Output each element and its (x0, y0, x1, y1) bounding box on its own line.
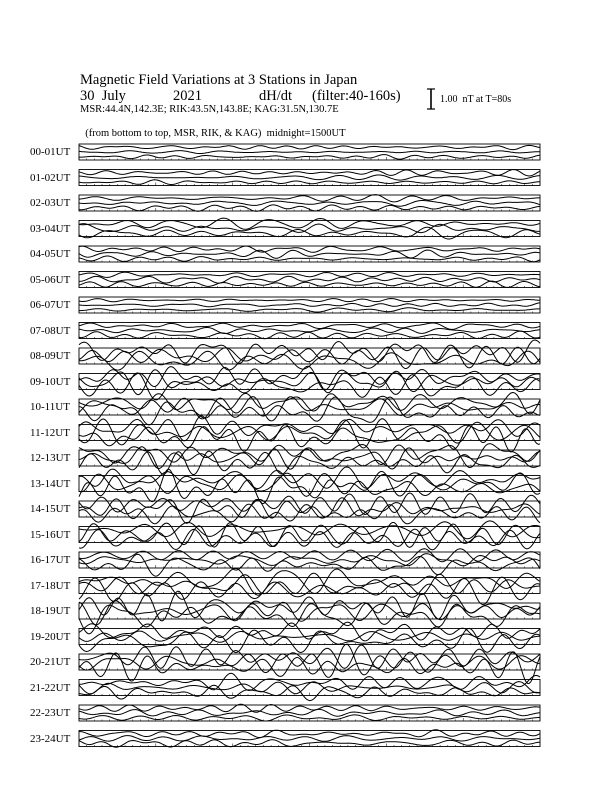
hour-panel-17-18UT (79, 568, 540, 604)
hour-panel-05-06UT (79, 272, 540, 288)
trace-KAG-00-01UT (79, 145, 540, 149)
trace-KAG-11-12UT (79, 416, 540, 441)
hour-panel-01-02UT (79, 170, 540, 186)
hour-label-16-17UT: 16-17UT (30, 554, 71, 566)
hour-label-04-05UT: 04-05UT (30, 248, 71, 260)
hour-label-22-23UT: 22-23UT (30, 707, 71, 719)
hour-panel-18-19UT (79, 591, 540, 633)
trace-RIK-21-22UT (79, 682, 540, 694)
minute-ticks (79, 412, 540, 415)
hour-label-08-09UT: 08-09UT (30, 350, 71, 362)
quantity: dH/dt (259, 88, 293, 104)
hour-label-07-08UT: 07-08UT (30, 324, 71, 337)
trace-MSR-12-13UT (79, 451, 540, 474)
hour-label-14-15UT: 14-15UT (30, 503, 71, 515)
hour-label-03-04UT: 03-04UT (30, 222, 71, 235)
trace-MSR-13-14UT (79, 469, 540, 503)
trace-RIK-01-02UT (79, 175, 540, 180)
hour-label-00-01UT: 00-01UT (30, 146, 71, 158)
hour-label-17-18UT: 17-18UT (30, 579, 71, 592)
hour-label-15-16UT: 15-16UT (30, 528, 71, 541)
minute-ticks (79, 514, 540, 517)
hour-panel-09-10UT (79, 366, 540, 400)
hour-panel-12-13UT (79, 444, 540, 475)
hour-panel-23-24UT (79, 730, 540, 748)
year: 2021 (173, 88, 202, 104)
trace-KAG-13-14UT (79, 467, 540, 489)
hour-panel-06-07UT (79, 297, 540, 313)
hour-panel-22-23UT (79, 704, 540, 721)
hour-panel-16-17UT (79, 549, 540, 576)
hour-panel-13-14UT (79, 467, 540, 504)
trace-MSR-09-10UT (79, 373, 540, 400)
hour-label-18-19UT: 18-19UT (30, 605, 71, 617)
hour-panel-08-09UT (79, 340, 540, 370)
trace-KAG-04-05UT (79, 246, 540, 252)
trace-MSR-03-04UT (79, 227, 540, 239)
hour-panel-15-16UT (79, 521, 540, 550)
hour-label-06-07UT: 06-07UT (30, 299, 71, 311)
day-month: 30 July (80, 88, 126, 104)
hour-label-23-24UT: 23-24UT (30, 732, 71, 745)
trace-KAG-07-08UT (79, 323, 540, 329)
order-note: (from bottom to top, MSR, RIK, & KAG) (85, 127, 262, 139)
trace-RIK-19-20UT (79, 631, 540, 642)
hour-label-09-10UT: 09-10UT (30, 375, 71, 388)
minute-ticks (79, 489, 540, 492)
hour-panel-04-05UT (79, 246, 540, 262)
hour-label-13-14UT: 13-14UT (30, 477, 71, 490)
chart-title: Magnetic Field Variations at 3 Stations in Japan (80, 72, 358, 88)
hour-panel-11-12UT (79, 416, 540, 452)
trace-RIK-00-01UT (79, 151, 540, 154)
hour-panel-21-22UT (79, 673, 540, 700)
hour-panel-00-01UT (79, 144, 540, 160)
trace-KAG-06-07UT (79, 299, 540, 302)
trace-KAG-17-18UT (79, 568, 540, 595)
trace-KAG-16-17UT (79, 549, 540, 562)
stations-line: MSR:44.4N,142.3E; RIK:43.5N,143.8E; KAG:31.5N,130.7E (80, 104, 339, 115)
trace-RIK-06-07UT (79, 303, 540, 307)
trace-RIK-16-17UT (79, 554, 540, 566)
midnight-note: midnight=1500UT (266, 127, 346, 139)
hour-panel-02-03UT (79, 195, 540, 212)
scale-bar-label: 1.00 nT at T=80s (440, 94, 512, 105)
hour-label-11-12UT: 11-12UT (30, 426, 70, 439)
trace-KAG-02-03UT (79, 195, 540, 202)
trace-RIK-03-04UT (79, 224, 540, 233)
hour-label-02-03UT: 02-03UT (30, 197, 71, 209)
hour-panel-03-04UT (79, 218, 540, 239)
hour-panel-20-21UT (79, 644, 540, 683)
hour-label-21-22UT: 21-22UT (30, 681, 71, 694)
hour-label-05-06UT: 05-06UT (30, 273, 71, 286)
trace-RIK-02-03UT (79, 201, 540, 207)
trace-KAG-14-15UT (79, 493, 540, 515)
trace-KAG-19-20UT (79, 622, 540, 641)
trace-RIK-11-12UT (79, 419, 540, 448)
trace-RIK-05-06UT (79, 276, 540, 283)
hour-label-19-20UT: 19-20UT (30, 630, 71, 643)
filter: (filter:40-160s) (312, 88, 401, 104)
trace-KAG-08-09UT (79, 340, 540, 364)
hour-label-12-13UT: 12-13UT (30, 452, 71, 464)
minute-ticks (79, 463, 540, 466)
trace-MSR-01-02UT (79, 180, 540, 185)
hour-label-10-11UT: 10-11UT (30, 401, 70, 413)
hour-panel-07-08UT (79, 323, 540, 339)
trace-KAG-21-22UT (79, 673, 540, 690)
hour-label-20-21UT: 20-21UT (30, 656, 71, 668)
hour-label-01-02UT: 01-02UT (30, 171, 71, 184)
hour-panel-10-11UT (79, 393, 540, 425)
trace-KAG-01-02UT (79, 170, 540, 176)
trace-KAG-15-16UT (79, 521, 540, 539)
